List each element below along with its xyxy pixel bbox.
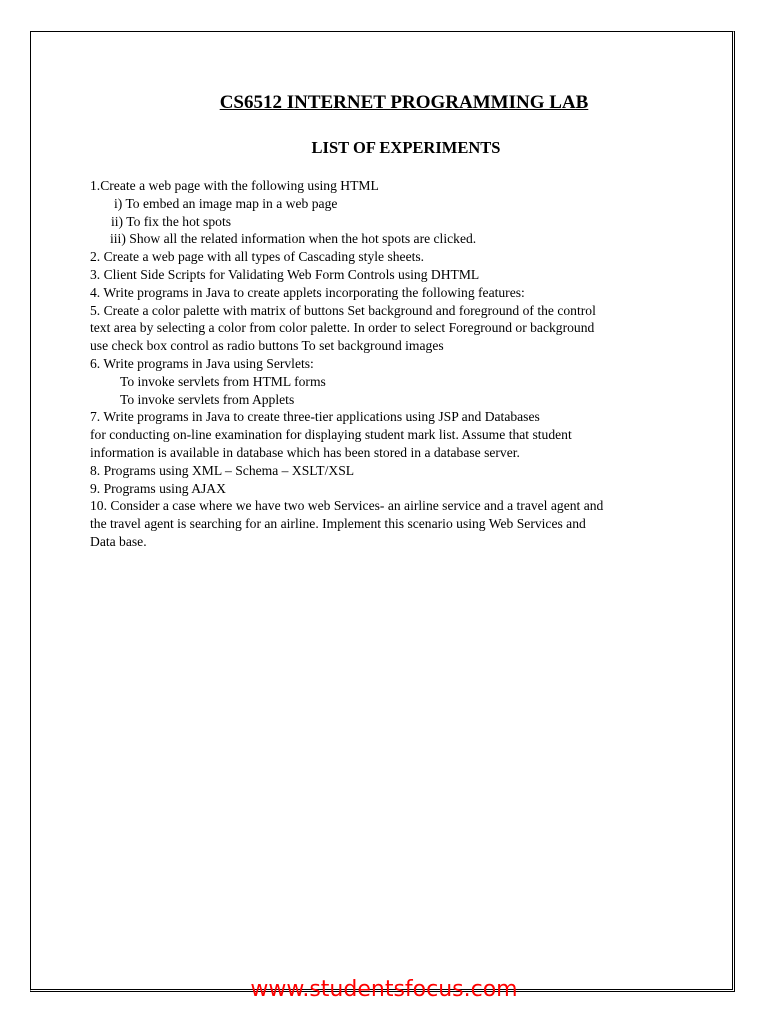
list-item: 8. Programs using XML – Schema – XSLT/XSL: [90, 462, 355, 478]
list-item: 6. Write programs in Java using Servlets:: [90, 355, 314, 371]
list-subitem: To invoke servlets from HTML forms: [120, 373, 326, 389]
list-item: 1.Create a web page with the following using HTML: [90, 178, 379, 193]
document-title: CS6512 INTERNET PROGRAMMING LAB: [219, 92, 589, 113]
list-item-continuation: Data base.: [90, 533, 147, 549]
list-subitem: iii) Show all the related information when the hot spots are clicked.: [110, 231, 477, 247]
experiment-list: [90, 177, 690, 551]
footer-watermark: www.studentsfocus.com: [250, 977, 518, 1002]
list-item: 9. Programs using AJAX: [90, 480, 226, 496]
list-item: 5. Create a color palette with matrix of buttons Set background and foreground of the control: [90, 302, 596, 318]
list-item: 2. Create a web page with all types of Cascading style sheets.: [90, 249, 425, 265]
list-subitem: i) To embed an image map in a web page: [114, 195, 338, 211]
list-item: 7. Write programs in Java to create three-tier applications using JSP and Databases: [90, 409, 540, 425]
list-subitem: ii) To fix the hot spots: [111, 213, 232, 229]
document-subtitle: LIST OF EXPERIMENTS: [311, 138, 501, 157]
list-item-continuation: use check box control as radio buttons To set background images: [90, 338, 444, 354]
list-item: 3. Client Side Scripts for Validating Web Form Controls using DHTML: [90, 266, 480, 282]
list-item-continuation: for conducting on-line examination for displaying student mark list. Assume that student: [90, 427, 572, 443]
list-item: 10. Consider a case where we have two web Services- an airline service and a travel agent and: [90, 498, 604, 514]
list-item-continuation: information is available in database which has been stored in a database server.: [90, 444, 520, 460]
list-item: 4. Write programs in Java to create applets incorporating the following features:: [90, 284, 525, 300]
list-item-continuation: text area by selecting a color from color palette. In order to select Foreground or background: [90, 320, 595, 336]
list-item-continuation: the travel agent is searching for an airline. Implement this scenario using Web Services and: [90, 516, 586, 532]
list-subitem: To invoke servlets from Applets: [120, 391, 295, 407]
